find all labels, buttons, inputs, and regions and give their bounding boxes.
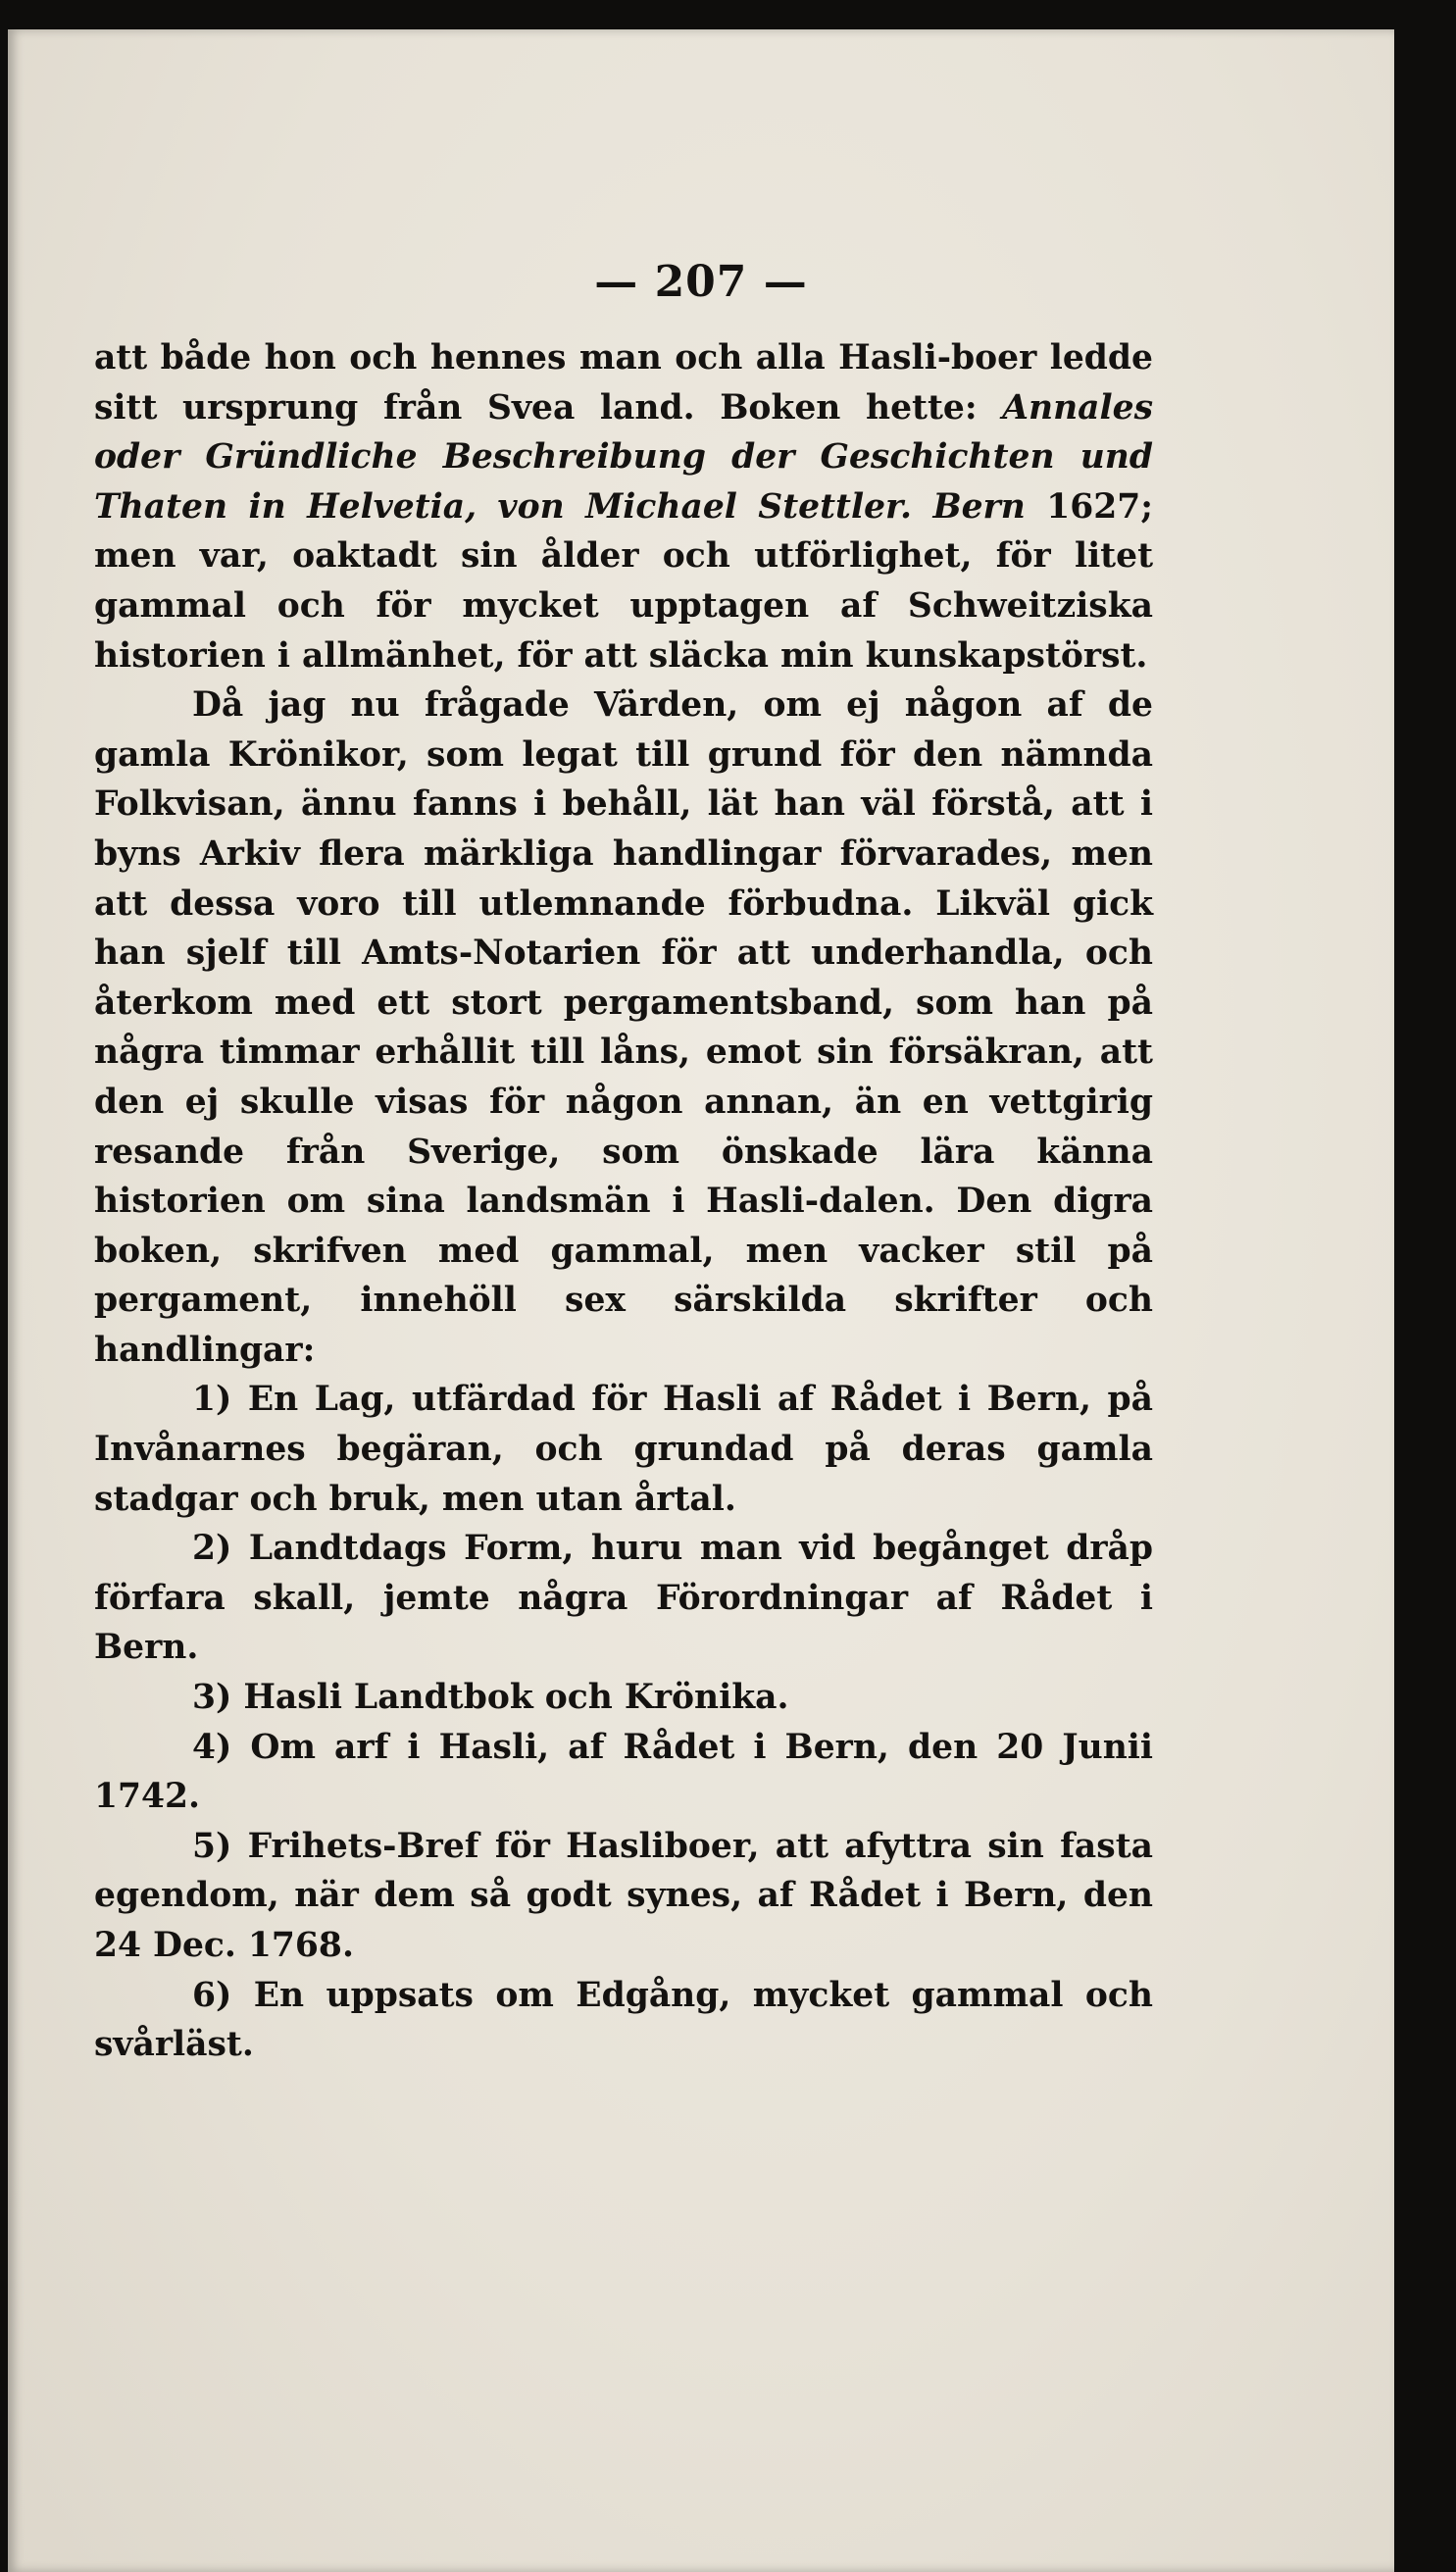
paragraph-1 bbox=[94, 333, 1153, 681]
body-text bbox=[94, 333, 1153, 2070]
page-number: — 207 — bbox=[594, 257, 808, 307]
list-item-2: 2) Landtdags Form, huru man vid begånget dråp förfara skall, jemte några Förordningar af Rådet i Bern. bbox=[94, 1529, 1153, 1668]
list-item-6: 6) En uppsats om Edgång, mycket gammal och svårläst. bbox=[94, 1975, 1153, 2065]
list-item-5: 5) Frihets-Bref för Hasliboer, att afyttra sin fasta egendom, när dem så godt synes, af Rådet i Bern, den 24 Dec. 1768. bbox=[94, 1826, 1153, 1965]
paragraph-1-text-b: 1627; men var, oaktadt sin ålder och utförlighet, för litet gammal och för mycket upptagen af Schweitziska historien i allmänhet, för att släcka min kunskapstörst. bbox=[94, 486, 1153, 676]
book-page bbox=[8, 29, 1394, 2572]
list-item-3: 3) Hasli Landtbok och Krönika. bbox=[192, 1678, 789, 1718]
paragraph-2: Då jag nu frågade Värden, om ej någon af de gamla Krönikor, som legat till grund för den nämnda Folkvisan, ännu fanns i behåll, lät han väl förstå, att i byns Arkiv flera märkliga handlingar förvarades, men att dessa voro till utlemnande förbudna. Likväl gick han sjelf till Amts-Notarien för att underhandla, och återkom med ett stort pergamentsband, som han på några timmar erhållit till låns, emot sin försäkran, att den ej skulle visas för någon annan, än en vettgirig resande från Sverige, som önskade lära känna historien om sina landsmän i Hasli-dalen. Den digra boken, skrifven med gammal, men vacker stil på pergament, innehöll sex särskilda skrifter och handlingar: bbox=[94, 685, 1153, 1370]
book-title: Annales oder Gründliche Beschreibung der Geschichten und Thaten in Helvetia, von Michael Stettler. Bern bbox=[94, 387, 1153, 527]
list-item-4: 4) Om arf i Hasli, af Rådet i Bern, den 20 Junii 1742. bbox=[94, 1727, 1153, 1817]
list-item-1: 1) En Lag, utfärdad för Hasli af Rådet i Bern, på Invånarnes begäran, och grundad på deras gamla stadgar och bruk, men utan årtal. bbox=[94, 1380, 1153, 1519]
paragraph-1-text-a: att både hon och hennes man och alla Hasli-boer ledde sitt ursprung från Svea land. Boken hette: bbox=[94, 338, 1153, 428]
scan-border bbox=[1394, 29, 1456, 2572]
